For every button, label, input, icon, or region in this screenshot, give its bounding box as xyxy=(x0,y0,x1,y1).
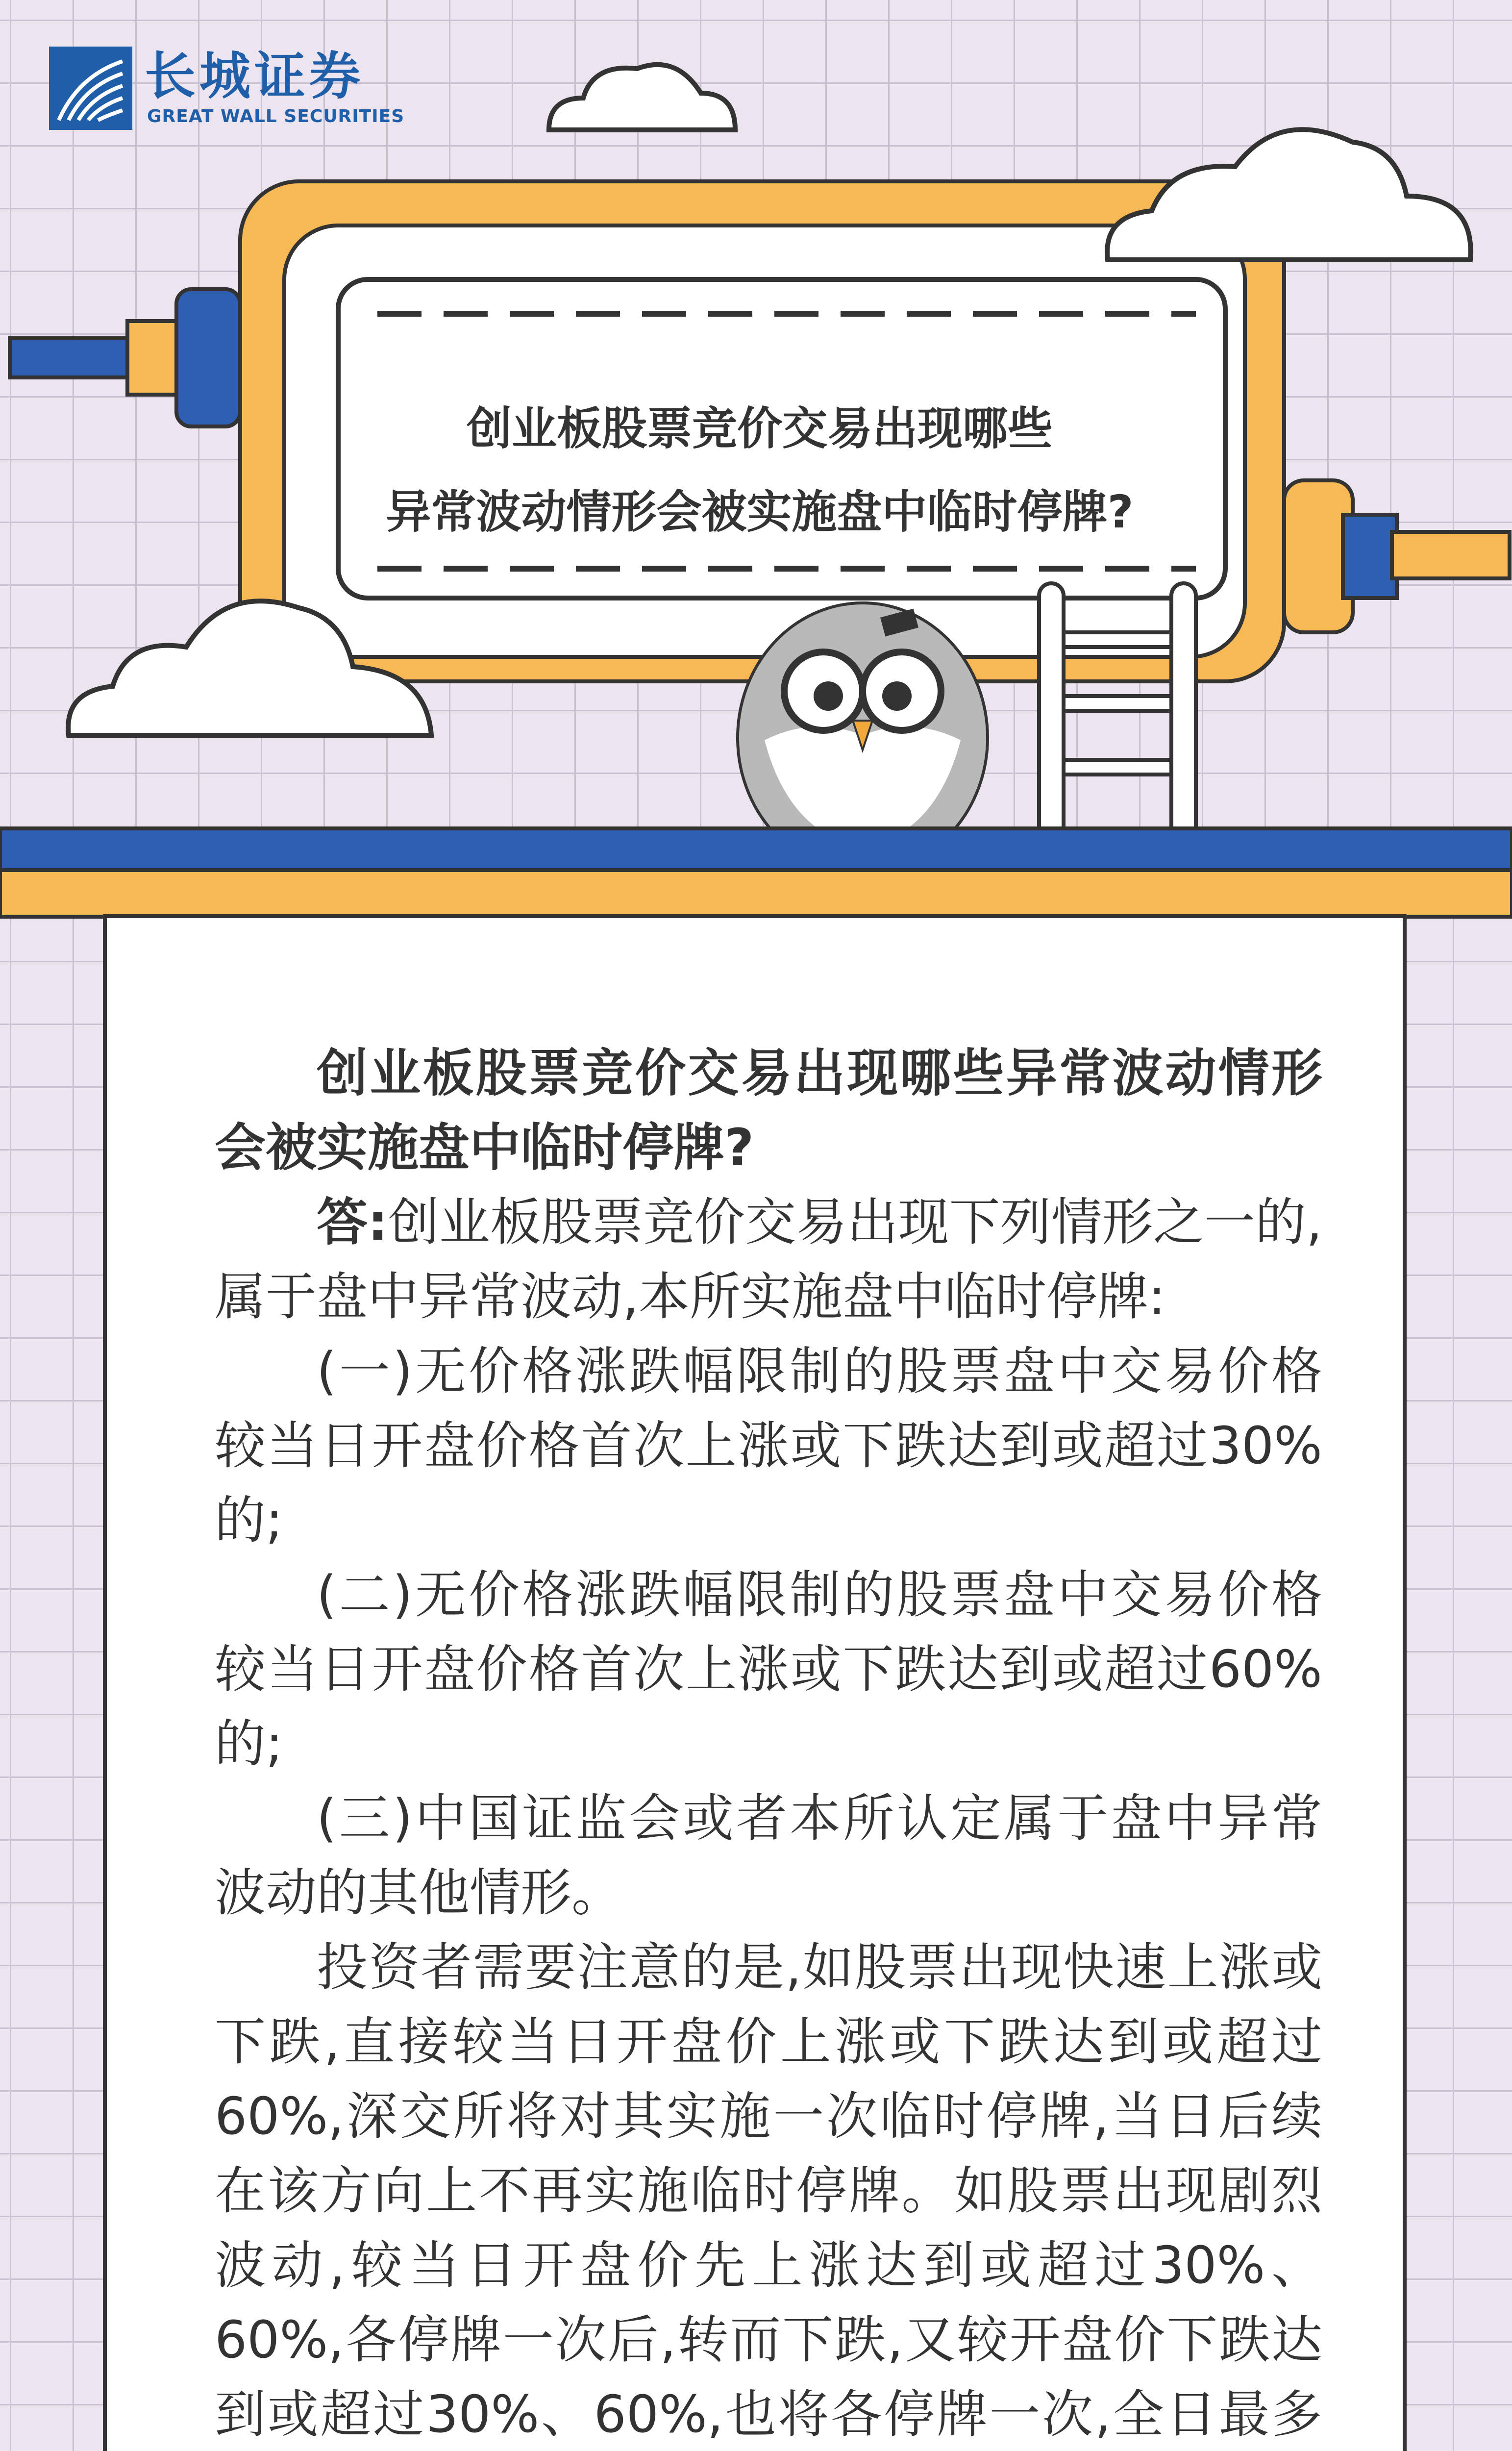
page-title xyxy=(343,387,1176,554)
qa-note: 投资者需要注意的是,如股票出现快速上涨或下跌,直接较当日开盘价上涨或下跌达到或超过60%,深交所将对其实施一次临时停牌,当日后续在该方向上不再实施临时停牌。如股票出现剧烈波动,较当日开盘价先上涨达到或超过30%、60%,各停牌一次后,转而下跌,又较开盘价下跌达到或超过30%、60%,也将各停牌一次,全日最多 xyxy=(215,1937,1322,2444)
brand-name-en: GREAT WALL SECURITIES xyxy=(147,106,405,126)
answer-label: 答: xyxy=(317,1192,388,1252)
right-pipe xyxy=(1284,480,1510,632)
cloud-right xyxy=(1107,129,1471,260)
page-title-line-1: 创业板股票竞价交易出现哪些 xyxy=(466,402,1053,455)
qa-content xyxy=(215,1036,1322,2451)
qa-answer xyxy=(215,1185,1322,1334)
cloud-top xyxy=(549,65,735,130)
platform-blue xyxy=(0,828,1512,873)
brand-logo xyxy=(49,46,405,130)
qa-item-2: (二)无价格涨跌幅限制的股票盘中交易价格较当日开盘价格首次上涨或下跌达到或超过60%的; xyxy=(215,1565,1322,1774)
left-pipe xyxy=(10,289,240,426)
qa-item-1: (一)无价格涨跌幅限制的股票盘中交易价格较当日开盘价格首次上涨或下跌达到或超过30%的; xyxy=(215,1341,1322,1550)
answer-intro: 创业板股票竞价交易出现下列情形之一的,属于盘中异常波动,本所实施盘中临时停牌: xyxy=(215,1192,1323,1326)
brand-name-cn: 长城证券 xyxy=(145,46,365,106)
platform-orange xyxy=(0,870,1512,917)
page-title-line-2: 异常波动情形会被实施盘中临时停牌? xyxy=(386,486,1134,538)
great-wall-logo-icon xyxy=(49,47,132,130)
qa-question: 创业板股票竞价交易出现哪些异常波动情形会被实施盘中临时停牌? xyxy=(215,1043,1322,1177)
qa-panel xyxy=(103,914,1407,2451)
qa-item-3: (三)中国证监会或者本所认定属于盘中异常波动的其他情形。 xyxy=(215,1788,1322,1923)
